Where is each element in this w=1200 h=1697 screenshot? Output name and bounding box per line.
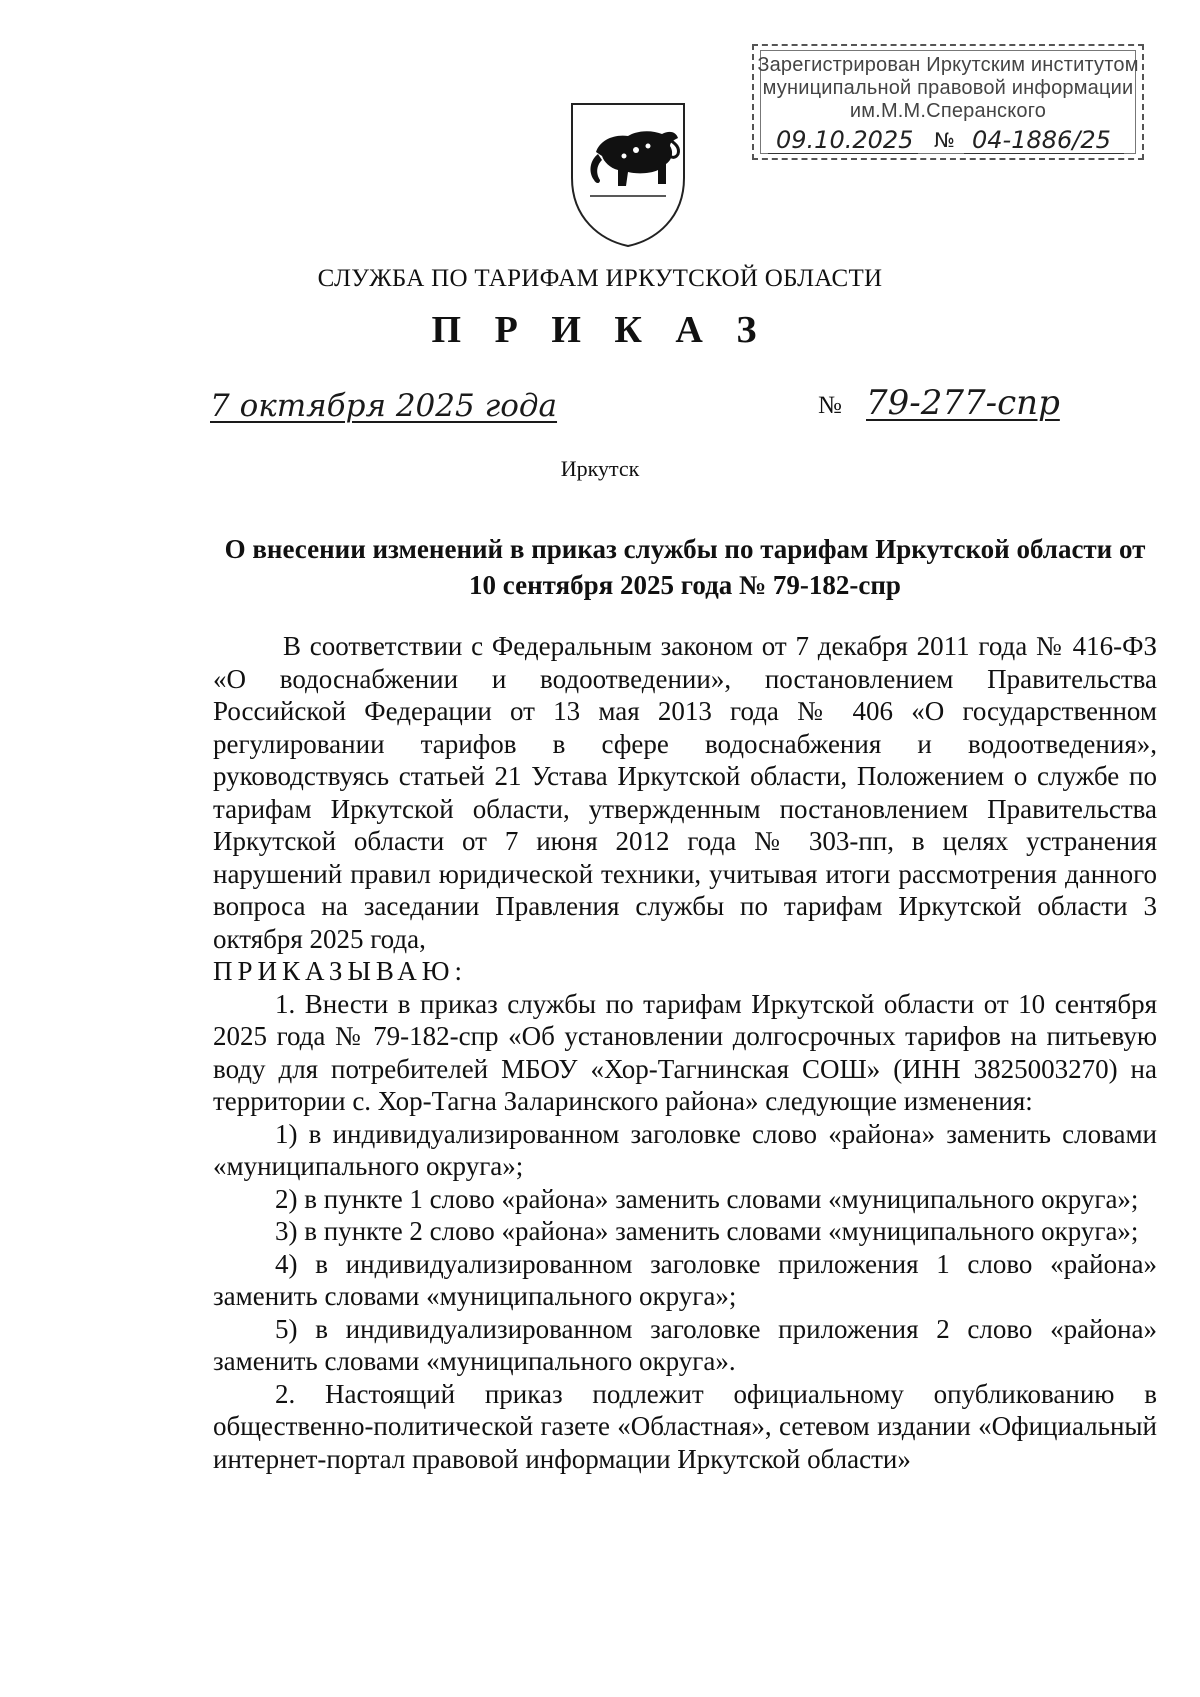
document-title xyxy=(212,531,1158,603)
stamp-date: 09.10.2025 xyxy=(776,126,914,154)
preamble-paragraph: В соответствии с Федеральным законом от 7 декабря 2011 года № 416-ФЗ «О водоснабжении и водоотведении», постановлением Правительства Российской Федерации от 13 мая 2013 года № 406 «О государственном регулировании тарифов в сфере водоснабжения и водоотведения», руководствуясь статьей 21 Устава Иркутской области, Положением о службе по тарифам Иркутской области, утвержденным постановлением Правительства Иркутской области от 7 июня 2012 года № 303-пп, в целях устранения нарушений правил юридической техники, учитывая итоги рассмотрения данного вопроса на заседании Правления службы по тарифам Иркутской области 3 октября 2025 года, xyxy=(213,631,1157,954)
stamp-line-1: Зарегистрирован Иркутским институтом xyxy=(757,54,1139,76)
subitem-4: 4) в индивидуализированном заголовке приложения 1 слово «района» заменить словами «муниципального округа»; xyxy=(213,1248,1157,1311)
handwritten-order-number: 79-277-спр xyxy=(866,383,1060,423)
stamp-date-underline xyxy=(768,153,918,154)
document-type: П Р И К А З xyxy=(431,309,769,351)
handwritten-date: 7 октября 2025 года xyxy=(210,388,558,424)
subitem-5: 5) в индивидуализированном заголовке приложения 2 слово «района» заменить словами «муниципального округа». xyxy=(213,1313,1157,1376)
document-body xyxy=(213,630,1157,1475)
item-1-paragraph: 1. Внести в приказ службы по тарифам Иркутской области от 10 сентября 2025 года № 79-182-спр «Об установлении долгосрочных тарифов на питьевую воду для потребителей МБОУ «Хор-Тагнинская СОШ» (ИНН 3825003270) на территории с. Хор-Тагна Заларинского района» следующие изменения: xyxy=(213,988,1157,1116)
title-line-1: О внесении изменений в приказ службы по тарифам Иркутской области от xyxy=(224,534,1146,564)
stamp-line-2: муниципальной правовой информации xyxy=(762,77,1134,99)
subitem-3: 3) в пункте 2 слово «района» заменить словами «муниципального округа»; xyxy=(275,1216,1139,1246)
coat-of-arms-emblem xyxy=(566,100,690,250)
stamp-number-label: № xyxy=(934,128,955,152)
stamp-line-3: им.М.М.Сперанского xyxy=(849,100,1047,122)
registration-stamp xyxy=(752,44,1144,160)
title-line-2: 10 сентября 2025 года № 79-182-спр xyxy=(469,570,901,600)
stamp-number: 04-1886/25 xyxy=(972,126,1111,154)
subitem-1: 1) в индивидуализированном заголовке слово «района» заменить словами «муниципального округа»; xyxy=(213,1118,1157,1181)
stamp-number-underline xyxy=(964,153,1124,154)
city-name: Иркутск xyxy=(560,456,640,481)
order-number-label: № xyxy=(818,392,842,419)
order-word: ПРИКАЗЫВАЮ: xyxy=(213,956,467,986)
subitem-2: 2) в пункте 1 слово «района» заменить словами «муниципального округа»; xyxy=(275,1183,1139,1214)
item-2-paragraph: 2. Настоящий приказ подлежит официальному опубликованию в общественно-политической газете «Областная», сетевом издании «Официальный интернет-портал правовой информации Иркутской области» xyxy=(213,1378,1157,1474)
agency-name: СЛУЖБА ПО ТАРИФАМ ИРКУТСКОЙ ОБЛАСТИ xyxy=(317,265,883,292)
